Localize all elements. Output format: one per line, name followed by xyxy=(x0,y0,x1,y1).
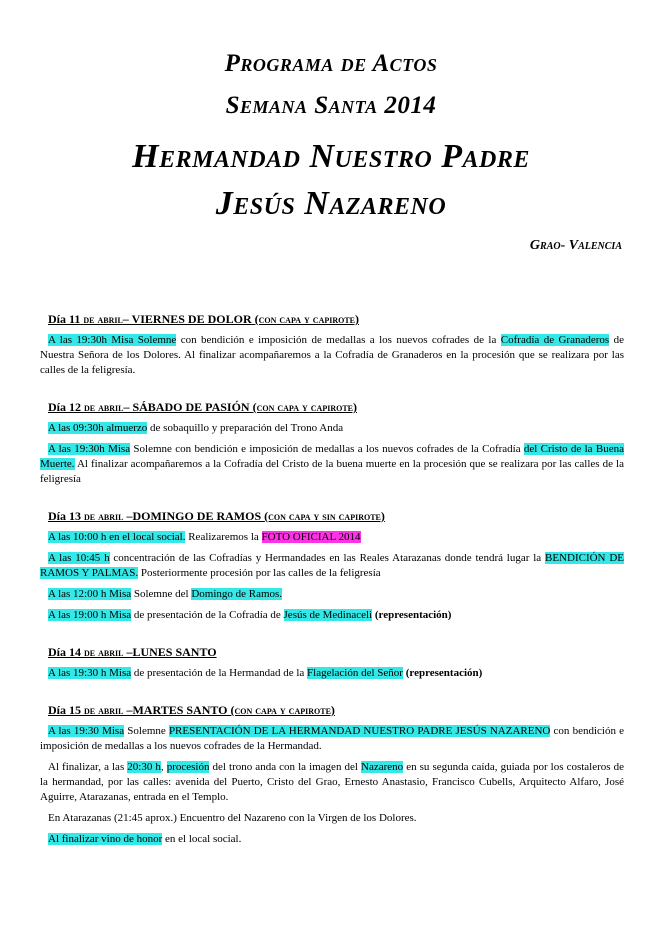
day-15-name: –MARTES SANTO xyxy=(123,703,228,717)
highlight-text: A las 19:30 Misa xyxy=(48,725,125,737)
body-text: Al finalizar acompañaremos a la Cofradía del Cristo de la buena muerte en la procesión que se realizara por las calles de la feligresía xyxy=(40,458,624,485)
day-13-paragraph-4 xyxy=(40,608,624,623)
day-15-date: Día 15 xyxy=(48,703,81,717)
day-15-paragraph-4 xyxy=(40,832,624,847)
body-text: Al finalizar, a las xyxy=(48,761,128,773)
program-content xyxy=(40,312,624,869)
body-text: en el local social. xyxy=(162,833,242,845)
day-13-name: –DOMINGO DE RAMOS xyxy=(123,509,262,523)
body-text: Solemne del xyxy=(131,588,192,600)
bold-text: (representación) xyxy=(402,667,483,679)
day-12-name: – SÁBADO DE PASIÓN xyxy=(123,400,250,414)
body-text: Posteriormente procesión por las calles de la feligresía xyxy=(138,567,381,579)
location-label: Grao- Valencia xyxy=(529,238,622,253)
highlight-text: Jesús de Medinaceli xyxy=(283,609,373,621)
day-14-month: de abril xyxy=(84,645,124,659)
body-text: de presentación de la Hermandad de la xyxy=(131,667,308,679)
day-14-title xyxy=(40,645,624,660)
body-text: de sobaquillo y preparación del Trono Anda xyxy=(147,422,344,434)
day-12-paragraph-2 xyxy=(40,442,624,487)
day-13-paragraph-2 xyxy=(40,551,624,581)
highlight-text: A las 12:00 h Misa xyxy=(48,588,132,600)
day-12-date: Día 12 xyxy=(48,400,81,414)
day-12-month: de abril xyxy=(84,400,124,414)
day-15-paragraph-1 xyxy=(40,724,624,754)
title-line-3: Hermandad Nuestro Padre xyxy=(132,138,530,175)
day-13-note: (con capa y sin capirote) xyxy=(264,509,385,523)
day-14-section xyxy=(40,645,624,681)
day-11-name: – VIERNES DE DOLOR xyxy=(122,312,252,326)
body-text: En Atarazanas (21:45 aprox.) Encuentro del Nazareno con la Virgen de los Dolores. xyxy=(48,812,417,824)
highlight-text: Flagelación del Señor xyxy=(307,667,403,679)
day-11-paragraph-1 xyxy=(40,333,624,378)
day-14-date: Día 14 xyxy=(48,645,81,659)
day-11-title xyxy=(40,312,624,327)
highlight-text: A las 10:00 h en el local social. xyxy=(48,531,186,543)
title-line-2: Semana Santa 2014 xyxy=(225,92,437,119)
highlight-text: BENDICIÓN DE RAMOS Y PALMAS. xyxy=(40,552,624,579)
body-text: con bendición e imposición de medallas a los nuevos cofrades de la xyxy=(176,334,501,346)
day-14-name: –LUNES SANTO xyxy=(123,645,217,659)
highlight-text: Al finalizar vino de honor xyxy=(48,833,163,845)
day-15-title xyxy=(40,703,624,718)
day-12-note: (con capa y capirote) xyxy=(252,400,357,414)
day-11-date: Día 11 xyxy=(48,312,81,326)
day-11-section xyxy=(40,312,624,378)
body-text: Solemne con bendición e imposición de medallas a los nuevos cofrades de la Cofradía xyxy=(130,443,524,455)
highlight-text: A las 10:45 h xyxy=(48,552,110,564)
body-text: de presentación de la Cofradía de xyxy=(131,609,284,621)
day-15-section xyxy=(40,703,624,847)
body-text: concentración de las Cofradías y Hermandades en las Reales Atarazanas donde tendrá lugar la xyxy=(109,552,545,564)
day-12-section xyxy=(40,400,624,487)
day-13-paragraph-1 xyxy=(40,530,624,545)
highlight-text: Nazareno xyxy=(361,761,404,773)
highlight-text: A las 09:30h almuerzo xyxy=(48,422,148,434)
highlight-text: procesión xyxy=(166,761,210,773)
day-13-section xyxy=(40,509,624,623)
title-line-4: Jesús Nazareno xyxy=(215,185,447,222)
day-13-date: Día 13 xyxy=(48,509,81,523)
day-12-title xyxy=(40,400,624,415)
day-13-paragraph-3 xyxy=(40,587,624,602)
highlight-text: A las 19:30h Misa xyxy=(48,443,131,455)
body-text: Realizaremos la xyxy=(185,531,262,543)
day-15-note: (con capa y capirote) xyxy=(230,703,335,717)
highlight-text: 20:30 h xyxy=(127,761,161,773)
highlight-pink-text: FOTO OFICIAL 2014 xyxy=(261,531,361,543)
body-text: de Nuestra Señora de los Dolores. Al finalizar acompañaremos a la Cofradía de Granaderos en la procesión que se realizara por las calles de la feligresía. xyxy=(40,334,625,376)
highlight-text: PRESENTACIÓN DE LA HERMANDAD NUESTRO PADRE JESÚS NAZARENO xyxy=(168,725,551,737)
day-15-paragraph-3 xyxy=(40,811,624,826)
highlight-text: A las 19:00 h Misa xyxy=(48,609,132,621)
day-11-month: de abril xyxy=(83,312,123,326)
day-12-paragraph-1 xyxy=(40,421,624,436)
day-14-paragraph-1 xyxy=(40,666,624,681)
day-11-note: (con capa y capirote) xyxy=(254,312,360,326)
body-text: en su segunda caída, guiada por los costaleros de la hermandad, por las calles: avenida del Puerto, Cristo del Grao, Ernesto Anastasio, Francisco Cubells, Arquitecto Alfaro, José Aguirre, Atarazanas, entrada en el Templo. xyxy=(40,761,624,803)
highlight-text: Cofradía de Granaderos xyxy=(500,334,610,346)
day-15-paragraph-2 xyxy=(40,760,624,805)
body-text: , xyxy=(160,761,167,773)
day-13-title xyxy=(40,509,624,524)
body-text: del trono anda con la imagen del xyxy=(209,761,361,773)
day-13-month: de abril xyxy=(84,509,124,523)
bold-text: (representación) xyxy=(372,609,452,621)
highlight-text: A las 19:30h Misa Solemne xyxy=(48,334,177,346)
title-line-1: Programa de Actos xyxy=(224,50,438,77)
day-15-month: de abril xyxy=(84,703,124,717)
highlight-text: Domingo de Ramos. xyxy=(191,588,283,600)
highlight-text: del Cristo de la Buena Muerte. xyxy=(40,443,624,470)
highlight-text: A las 19:30 h Misa xyxy=(48,667,132,679)
body-text: Solemne xyxy=(124,725,169,737)
body-text: con bendición e imposición de medallas a los nuevos cofrades de la Hermandad. xyxy=(40,725,625,752)
